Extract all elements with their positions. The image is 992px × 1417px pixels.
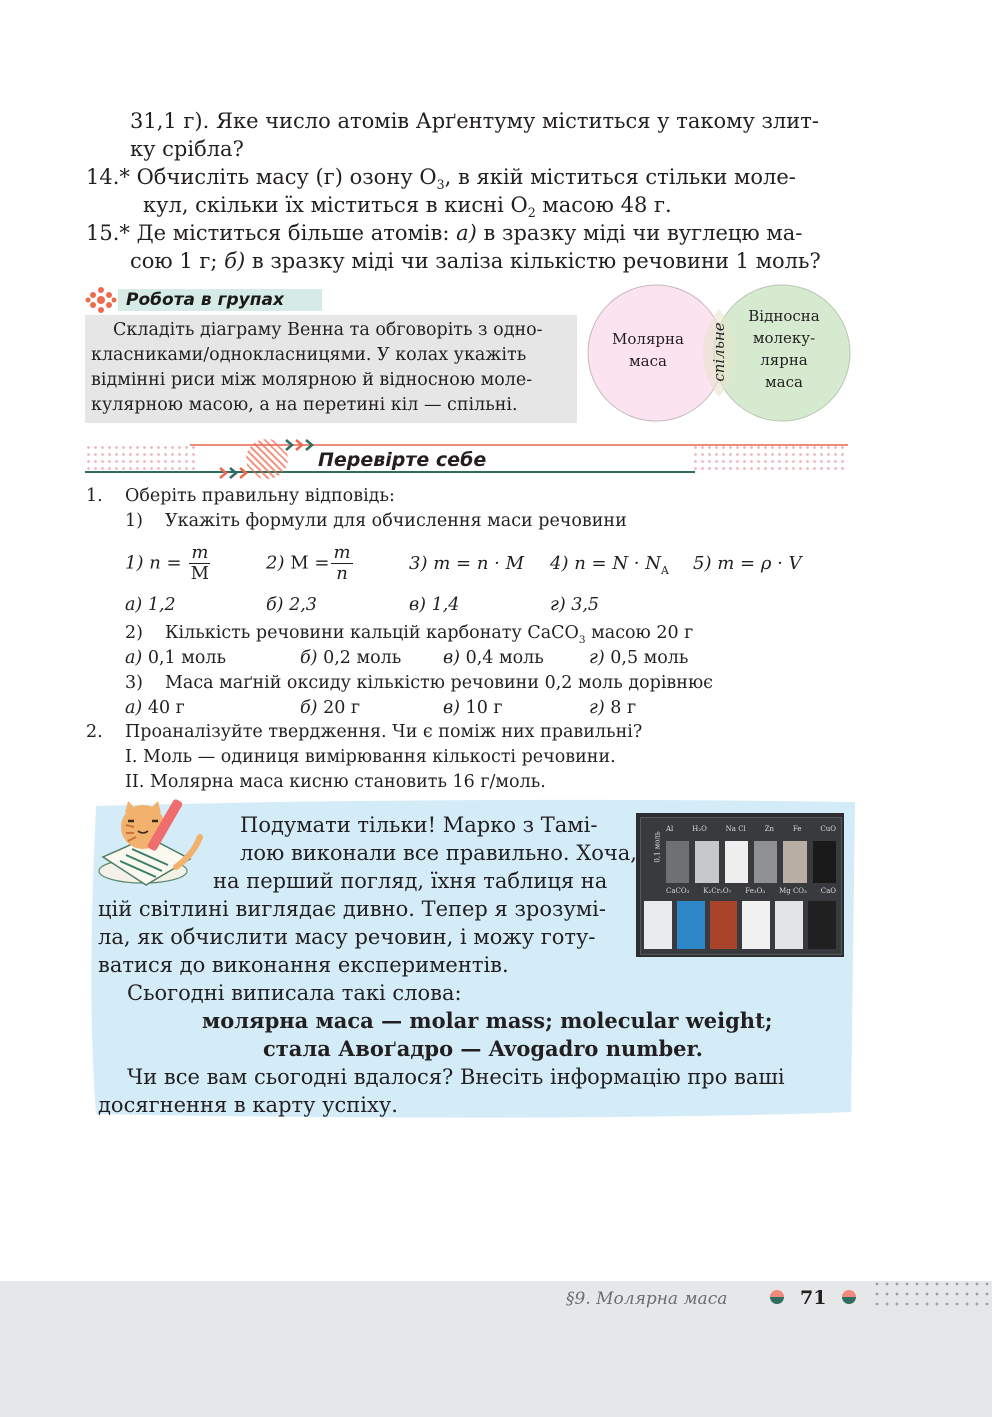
venn-right-label: Відносна молеку- лярна маса bbox=[748, 307, 820, 391]
q1-text: Оберіть правильну відповідь: bbox=[125, 486, 395, 506]
q1-part3-answer-a: а) 40 г bbox=[125, 698, 185, 718]
q1-part1-answer-a: а) 1,2 bbox=[125, 595, 176, 615]
group-icon bbox=[85, 286, 117, 318]
q2-statement-2: II. Молярна маса кисню становить 16 г/моль. bbox=[125, 772, 546, 792]
venn-left-label: Молярна маса bbox=[612, 330, 684, 370]
intro-line-1: 31,1 г). Яке число атомів Арґентуму міститься у такому злит- bbox=[130, 109, 819, 133]
footer-dots bbox=[872, 1279, 992, 1309]
note-end-line-2: досягнення в карту успіху. bbox=[98, 1093, 398, 1117]
group-text-line: кулярною масою, а на перетині кіл — спільні. bbox=[91, 395, 518, 415]
photo-side-label: 0,1 моль bbox=[653, 831, 662, 863]
q1-number: 1. bbox=[86, 486, 103, 506]
footer-dot-icon bbox=[842, 1290, 856, 1304]
header-dots-left bbox=[85, 444, 197, 472]
note-words-1: молярна маса — molar mass; molecular weight; bbox=[202, 1008, 773, 1033]
formula-3: 3) m = n · M bbox=[409, 553, 525, 574]
task-15-line-2: сою 1 г; б) в зразку міді чи заліза кількістю речовини 1 моль? bbox=[130, 249, 821, 273]
photo-row1-samples bbox=[666, 841, 836, 883]
note-line-6: ватися до виконання експериментів. bbox=[98, 953, 509, 977]
venn-diagram bbox=[586, 283, 854, 423]
q1-part3-answer-d: г) 8 г bbox=[589, 698, 637, 718]
q1-part1-text: Укажіть формули для обчислення маси речовини bbox=[165, 511, 627, 531]
group-text-line: класниками/однокласницями. У колах укажіть bbox=[91, 345, 527, 365]
q1-part3-text: Маса маґній оксиду кількістю речовини 0,2 моль дорівнює bbox=[165, 673, 713, 693]
photo-row1-labels: Al H₂O Na Cl Zn Fe CuO bbox=[666, 825, 836, 833]
chevrons-icon bbox=[284, 437, 318, 456]
note-words-intro: Сьогодні виписала такі слова: bbox=[127, 981, 462, 1005]
check-title: Перевірте себе bbox=[318, 449, 487, 471]
note-line-1: Подумати тільки! Марко з Тамі- bbox=[240, 813, 598, 837]
q1-part2-answer-b: б) 0,2 моль bbox=[300, 648, 402, 668]
note-words-2: стала Авоґадро — Avogadro number. bbox=[263, 1036, 703, 1061]
q2-number: 2. bbox=[86, 722, 103, 742]
q1-part2-answer-d: г) 0,5 моль bbox=[589, 648, 689, 668]
q2-statement-1: I. Моль — одиниця вимірювання кількості речовини. bbox=[125, 747, 616, 767]
q1-part1-answer-d: г) 3,5 bbox=[550, 595, 600, 615]
group-text-line: Складіть діаграму Венна та обговоріть з одно- bbox=[113, 320, 543, 340]
header-dots-right bbox=[692, 444, 848, 472]
venn-middle-label: спільне bbox=[710, 322, 728, 382]
q1-part3-number: 3) bbox=[125, 673, 143, 693]
group-text-box bbox=[85, 315, 577, 423]
task-14-line-2: кул, скільки їх міститься в кисні $O_2$ масою 48 г. bbox=[143, 193, 672, 220]
note-line-5: ла, як обчислити масу речовин, і можу готу- bbox=[98, 925, 596, 949]
intro-line-2: ку срібла? bbox=[130, 137, 244, 161]
q1-part1-answer-b: б) 2,3 bbox=[266, 595, 317, 615]
note-end-line-1: Чи все вам сьогодні вдалося? Внесіть інформацію про ваші bbox=[127, 1065, 785, 1089]
group-title-bar bbox=[118, 289, 322, 311]
samples-photo bbox=[636, 813, 844, 957]
q1-part3-answer-b: б) 20 г bbox=[300, 698, 361, 718]
formula-4: 4) $n = N \cdot N_A$ bbox=[550, 553, 669, 577]
footer-section: §9. Молярна маса bbox=[566, 1289, 728, 1309]
group-title: Робота в групах bbox=[126, 290, 284, 310]
q1-part3-answer-c: в) 10 г bbox=[443, 698, 503, 718]
q1-part1-answer-c: в) 1,4 bbox=[409, 595, 460, 615]
q1-part2-answer-c: в) 0,4 моль bbox=[443, 648, 544, 668]
page-number: 71 bbox=[800, 1287, 827, 1309]
q1-part2-answer-a: а) 0,1 моль bbox=[125, 648, 227, 668]
note-line-4: цій світлині виглядає дивно. Тепер я зрозумі- bbox=[98, 897, 606, 921]
q1-part2-number: 2) bbox=[125, 623, 143, 643]
chevrons-icon bbox=[218, 465, 252, 484]
formula-2: 2) M = $\frac{m}{n}$ bbox=[266, 542, 351, 584]
photo-row2-labels: CaCO₃ K₂Cr₂O₇ Fe₂O₃ Mg CO₃ CaO bbox=[666, 887, 836, 895]
note-line-3: на перший погляд, їхня таблиця на bbox=[213, 869, 608, 893]
cat-with-pencil-illustration bbox=[98, 797, 208, 893]
formula-5: 5) m = ρ · V bbox=[693, 553, 802, 574]
header-emblem-icon bbox=[246, 439, 288, 479]
q1-part1-number: 1) bbox=[125, 511, 143, 531]
formula-1: 1) n = $\frac{m}{M}$ bbox=[125, 542, 210, 584]
group-text-line: відмінні риси між молярною й відносною моле- bbox=[91, 370, 533, 390]
q1-part2-text: Кількість речовини кальцій карбонату CaCO$_3$ масою 20 г bbox=[165, 623, 694, 646]
q2-text: Проаналізуйте твердження. Чи є поміж них правильні? bbox=[125, 722, 643, 742]
note-line-2: лою виконали все правильно. Хоча, bbox=[240, 841, 637, 865]
photo-row2-samples bbox=[644, 901, 836, 949]
task-15-line-1: 15.* Де міститься більше атомів: а) в зразку міді чи вуглецю ма- bbox=[86, 221, 803, 245]
task-14-line-1: 14.* Обчисліть масу (г) озону $O_3$, в якій міститься стільки моле- bbox=[86, 165, 796, 192]
footer-dot-icon bbox=[770, 1290, 784, 1304]
